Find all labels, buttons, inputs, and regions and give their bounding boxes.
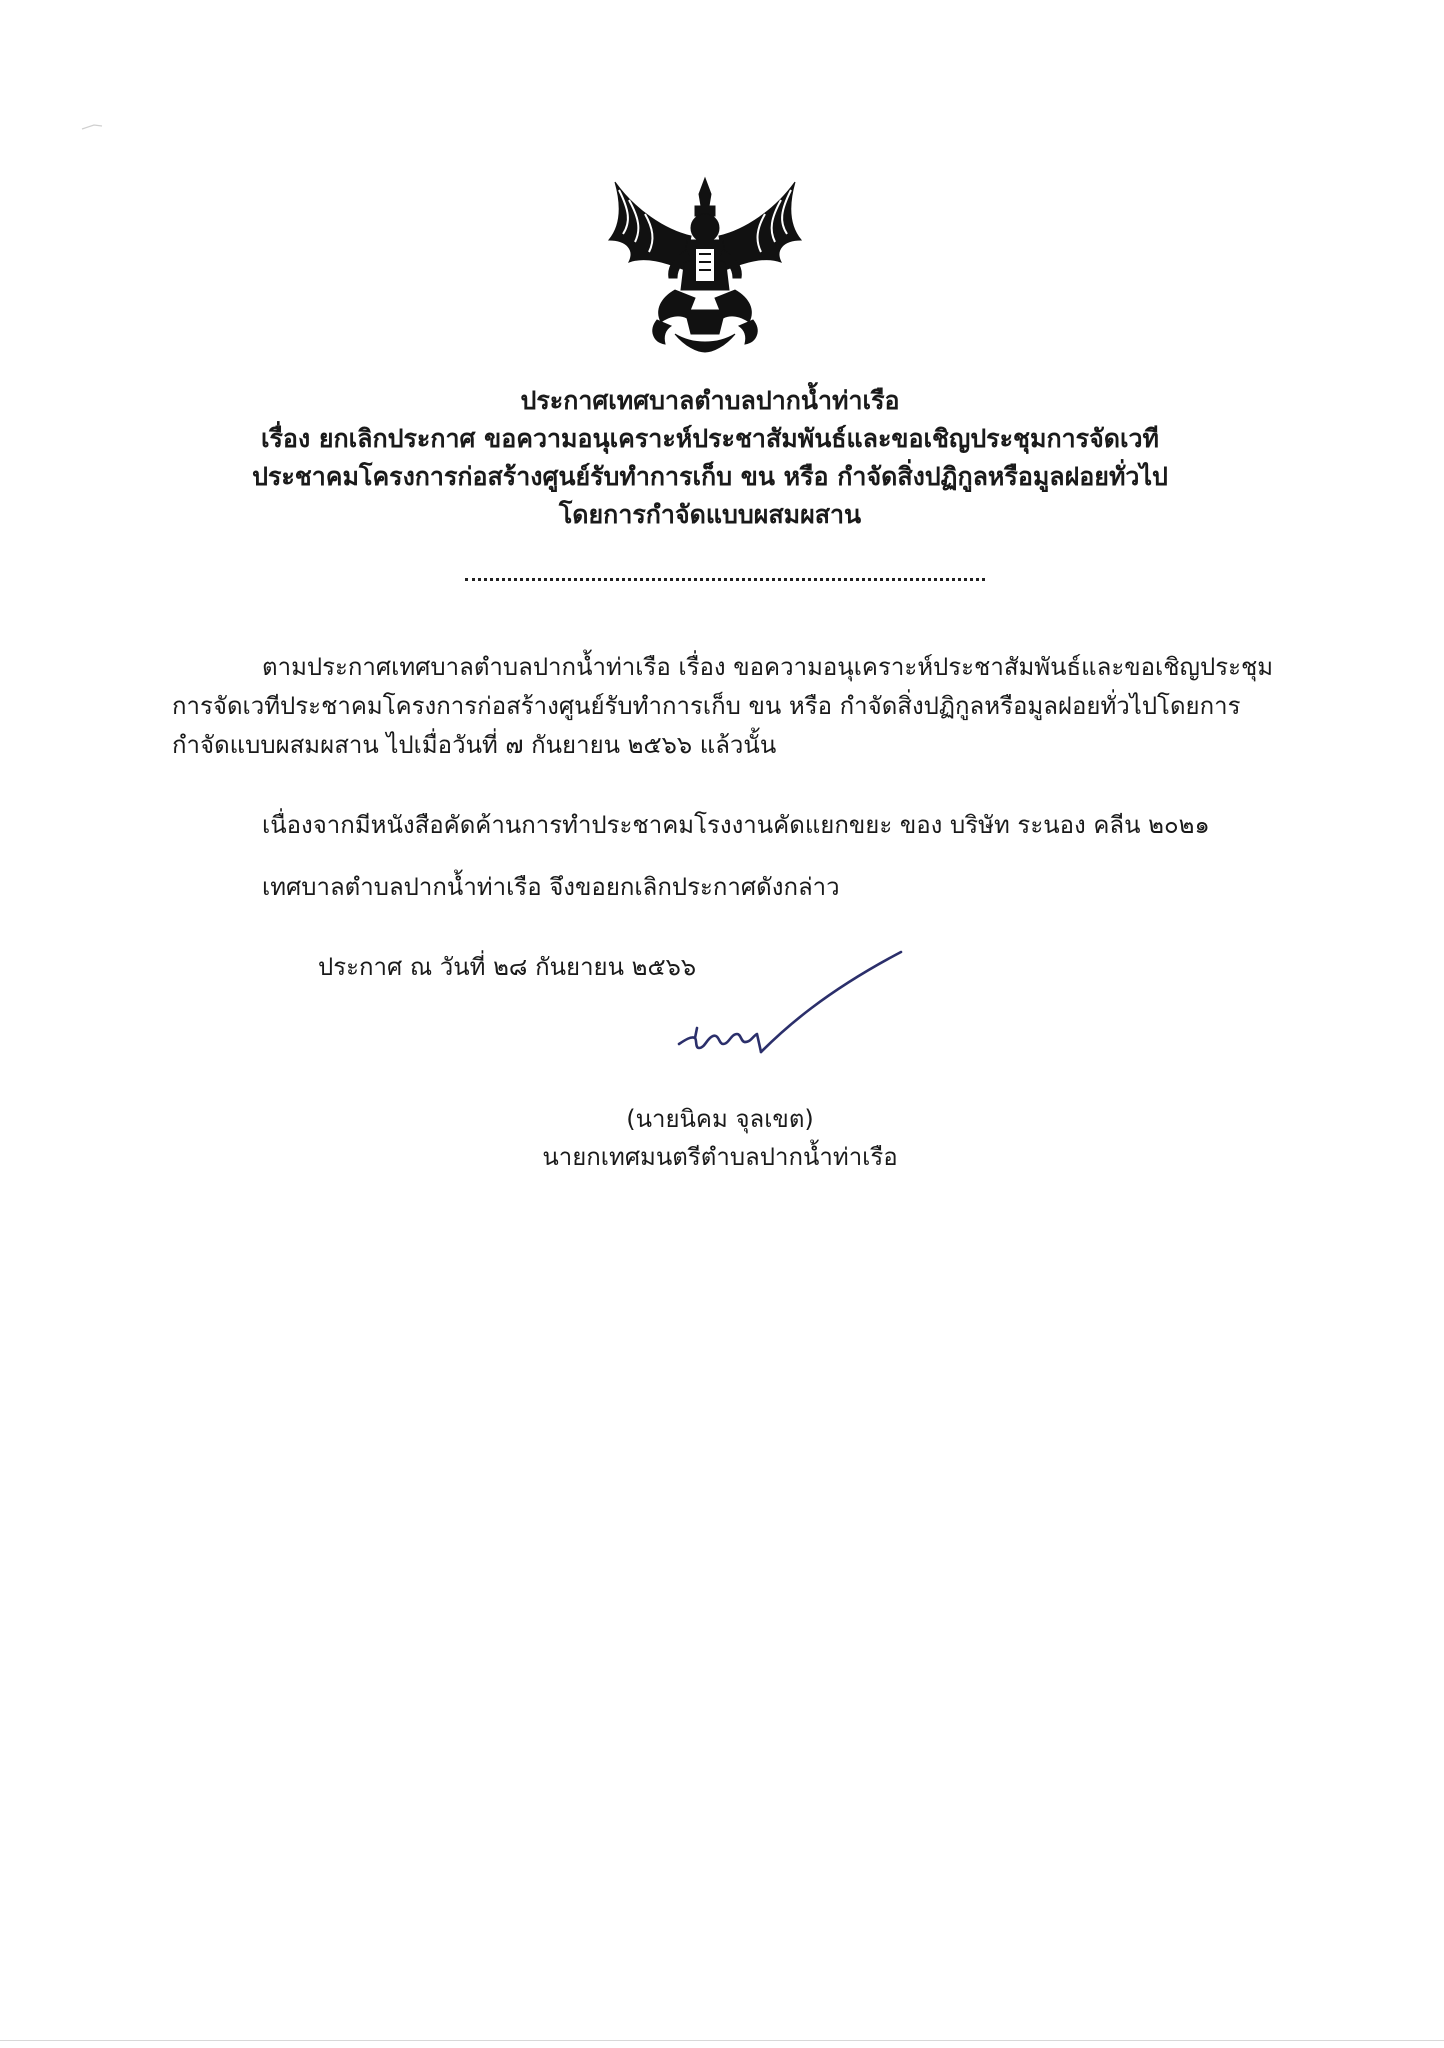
page-bottom-edge <box>0 2040 1444 2041</box>
announcement-title-block <box>150 382 1270 534</box>
announcement-date: ประกาศ ณ วันที่ ๒๘ กันยายน ๒๕๖๖ <box>318 953 697 981</box>
title-dotted-divider <box>465 578 985 581</box>
paragraph-reference-line: การจัดเวทีประชาคมโครงการก่อสร้างศูนย์รับทำการเก็บ ขน หรือ กำจัดสิ่งปฏิกูลหรือมูลฝอยทั่วไปโดยการ <box>172 692 1241 720</box>
signer-title: นายกเทศมนตรีตำบลปากน้ำท่าเรือ <box>542 1143 898 1171</box>
title-line-project: ประชาคมโครงการก่อสร้างศูนย์รับทำการเก็บ ขน หรือ กำจัดสิ่งปฏิกูลหรือมูลฝอยทั่วไป <box>252 462 1168 491</box>
title-line-organization: ประกาศเทศบาลตำบลปากน้ำท่าเรือ <box>520 386 900 415</box>
paragraph-reason: เนื่องจากมีหนังสือคัดค้านการทำประชาคมโรงงานคัดแยกขยะ ของ บริษัท ระนอง คลีน ๒๐๒๑ <box>262 811 1210 839</box>
paragraph-reference <box>172 648 1284 765</box>
title-line-method: โดยการกำจัดแบบผสมผสาน <box>558 500 862 529</box>
garuda-emblem-icon <box>605 170 805 360</box>
paragraph-reference-line: ตามประกาศเทศบาลตำบลปากน้ำท่าเรือ เรื่อง ขอความอนุเคราะห์ประชาสัมพันธ์และขอเชิญประชุม <box>262 653 1274 681</box>
scan-speck-mark <box>80 115 120 135</box>
signer-name: (นายนิคม จุลเขต) <box>626 1105 814 1133</box>
title-line-subject: เรื่อง ยกเลิกประกาศ ขอความอนุเคราะห์ประชาสัมพันธ์และขอเชิญประชุมการจัดเวที <box>260 424 1160 453</box>
signer-block <box>520 1100 920 1176</box>
handwritten-signature <box>675 948 915 1078</box>
paragraph-reference-line: กำจัดแบบผสมผสาน ไปเมื่อวันที่ ๗ กันยายน ๒๕๖๖ แล้วนั้น <box>172 731 777 759</box>
paragraph-cancellation: เทศบาลตำบลปากน้ำท่าเรือ จึงขอยกเลิกประกาศดังกล่าว <box>262 873 840 901</box>
